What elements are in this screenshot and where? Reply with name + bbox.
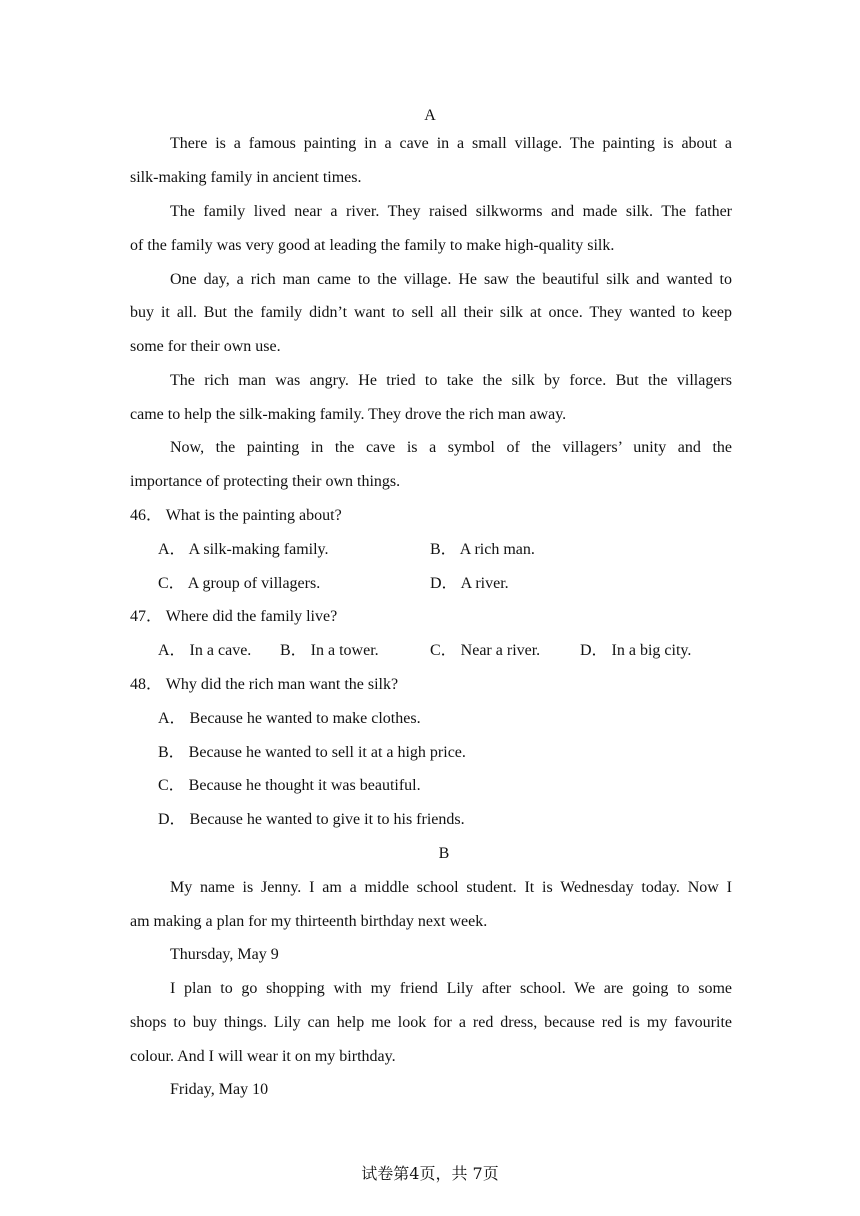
option-c[interactable]: C． Because he thought it was beautiful. — [158, 777, 421, 794]
question-stem: 46． What is the painting about? — [130, 507, 342, 524]
section-a-heading: A — [424, 107, 436, 124]
page-footer: 试卷第4页，共 7页 — [361, 1164, 499, 1183]
passage-line: some for their own use. — [130, 338, 281, 355]
option-b[interactable]: B． In a tower. — [280, 642, 379, 659]
option-c[interactable]: C． Near a river. — [430, 642, 541, 659]
passage-line: silk-making family in ancient times. — [130, 169, 362, 186]
passage-line: came to help the silk-making family. They drove the rich man away. — [130, 406, 567, 423]
option-d[interactable]: D． A river. — [430, 575, 509, 592]
option-c[interactable]: C． A group of villagers. — [158, 575, 321, 592]
passage-line: There is a famous painting in a cave in a small village. The painting is about a — [170, 135, 732, 152]
diary-date: Friday, May 10 — [170, 1081, 269, 1098]
passage-line: The family lived near a river. They raised silkworms and made silk. The father — [170, 203, 732, 220]
option-b[interactable]: B． Because he wanted to sell it at a high price. — [158, 744, 466, 761]
passage-line: I plan to go shopping with my friend Lily after school. We are going to some — [170, 980, 732, 997]
passage-line: importance of protecting their own things. — [130, 473, 401, 490]
option-d[interactable]: D． In a big city. — [580, 642, 692, 659]
passage-line: buy it all. But the family didn’t want to sell all their silk at once. They wanted to keep — [130, 304, 732, 321]
passage-line: of the family was very good at leading the family to make high-quality silk. — [130, 237, 615, 254]
passage-line: My name is Jenny. I am a middle school student. It is Wednesday today. Now I — [170, 879, 732, 896]
passage-line: shops to buy things. Lily can help me look for a red dress, because red is my favourite — [130, 1014, 732, 1031]
diary-date: Thursday, May 9 — [170, 946, 279, 963]
passage-line: colour. And I will wear it on my birthday. — [130, 1048, 396, 1065]
option-b[interactable]: B． A rich man. — [430, 541, 535, 558]
question-stem: 47． Where did the family live? — [130, 608, 338, 625]
option-d[interactable]: D． Because he wanted to give it to his friends. — [158, 811, 465, 828]
passage-line: am making a plan for my thirteenth birthday next week. — [130, 913, 488, 930]
section-b-heading: B — [438, 845, 450, 862]
passage-line: One day, a rich man came to the village. He saw the beautiful silk and wanted to — [170, 271, 732, 288]
question-stem: 48． Why did the rich man want the silk? — [130, 676, 399, 693]
option-a[interactable]: A． Because he wanted to make clothes. — [158, 710, 421, 727]
option-a[interactable]: A． A silk-making family. — [158, 541, 329, 558]
passage-line: Now, the painting in the cave is a symbol of the villagers’ unity and the — [170, 439, 732, 456]
option-a[interactable]: A． In a cave. — [158, 642, 252, 659]
passage-line: The rich man was angry. He tried to take the silk by force. But the villagers — [170, 372, 732, 389]
